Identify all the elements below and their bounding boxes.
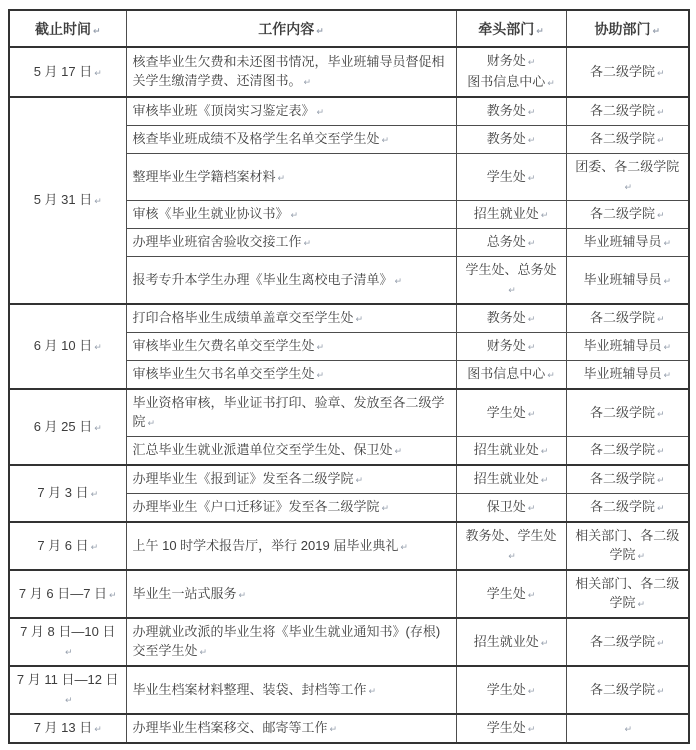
paragraph-mark-icon: ↵	[527, 107, 536, 117]
cell-text: 学生处 ↵	[486, 168, 536, 184]
paragraph-mark-icon: ↵	[316, 370, 325, 380]
cell-text: 毕业班辅导员 ↵	[583, 271, 672, 287]
paragraph-mark-icon: ↵	[508, 285, 516, 295]
column-header-task: 工作内容 ↵	[126, 10, 456, 47]
paragraph-mark-icon: ↵	[316, 342, 325, 352]
cell-text: 财务处 ↵	[486, 53, 536, 68]
content-cell	[126, 47, 456, 97]
cell-text: 各二级学院 ↵	[589, 206, 665, 221]
content-cell	[126, 97, 456, 126]
content-cell	[126, 126, 456, 154]
paragraph-mark-icon: ↵	[637, 599, 646, 609]
paragraph-mark-icon: ↵	[290, 210, 299, 220]
paragraph-mark-icon: ↵	[624, 724, 633, 734]
paragraph-mark-icon: ↵	[94, 196, 102, 206]
content-cell	[126, 465, 456, 494]
paragraph-mark-icon: ↵	[527, 135, 536, 145]
paragraph-mark-icon: ↵	[656, 107, 665, 117]
paragraph-mark-icon: ↵	[527, 342, 536, 352]
paragraph-mark-icon: ↵	[355, 314, 364, 324]
lead-cell	[456, 570, 566, 618]
cell-text: 相关部门、各二级学院 ↵	[575, 576, 680, 610]
paragraph-mark-icon: ↵	[109, 589, 117, 600]
paragraph-mark-icon: ↵	[656, 210, 665, 220]
cell-text: 办理毕业班宿舍验收交接工作 ↵	[132, 234, 312, 249]
paragraph-mark-icon: ↵	[94, 342, 102, 352]
lead-cell	[456, 522, 566, 570]
content-cell	[126, 201, 456, 229]
assist-cell	[566, 714, 689, 743]
cell-text: 各二级学院 ↵	[589, 681, 665, 697]
cell-text: 办理毕业生档案移交、邮寄等工作 ↵	[132, 720, 338, 735]
content-cell	[126, 714, 456, 743]
table-row	[9, 304, 689, 333]
paragraph-mark-icon: ↵	[90, 541, 99, 552]
paragraph-mark-icon: ↵	[540, 446, 549, 456]
paragraph-mark-icon: ↵	[381, 135, 390, 145]
paragraph-mark-icon: ↵	[94, 67, 102, 78]
paragraph-mark-icon: ↵	[527, 724, 536, 734]
cell-text: 上午 10 时学术报告厅，举行 2019 届毕业典礼 ↵	[132, 537, 408, 553]
paragraph-mark-icon: ↵	[277, 172, 286, 183]
cell-text: 核查毕业生欠费和未还图书情况，毕业班辅导员督促相关学生缴清学费、还清图书。 ↵	[132, 54, 445, 88]
paragraph-mark-icon: ↵	[656, 446, 665, 456]
paragraph-mark-icon: ↵	[527, 172, 536, 183]
date-cell	[9, 304, 126, 389]
cell-text: 图书信息中心 ↵	[467, 366, 555, 381]
cell-text: 汇总毕业生就业派遣单位交至学生处、保卫处 ↵	[132, 442, 403, 457]
table-row	[9, 47, 689, 97]
paragraph-mark-icon: ↵	[90, 489, 99, 499]
content-cell	[126, 333, 456, 361]
paragraph-mark-icon: ↵	[508, 551, 516, 561]
date-cell	[9, 618, 126, 666]
cell-text: 学生处 ↵	[486, 720, 536, 735]
paragraph-mark-icon: ↵	[355, 475, 364, 485]
paragraph-mark-icon: ↵	[656, 408, 665, 419]
content-cell	[126, 666, 456, 714]
paragraph-mark-icon: ↵	[394, 275, 403, 286]
content-cell	[126, 570, 456, 618]
cell-text: 核查毕业班成绩不及格学生名单交至学生处 ↵	[132, 131, 390, 146]
cell-text: 审核《毕业生就业协议书》 ↵	[132, 206, 299, 221]
column-header-lead-dept: 牵头部门 ↵	[456, 10, 566, 47]
paragraph-mark-icon: ↵	[540, 637, 549, 648]
date-cell	[9, 465, 126, 522]
cell-text: 各二级学院 ↵	[589, 633, 665, 649]
column-header-assist-dept: 协助部门 ↵	[566, 10, 689, 47]
content-cell	[126, 389, 456, 437]
lead-cell	[456, 229, 566, 257]
cell-text: 各二级学院 ↵	[589, 499, 665, 514]
paragraph-mark-icon: ↵	[329, 724, 338, 734]
paragraph-mark-icon: ↵	[527, 685, 536, 696]
paragraph-mark-icon: ↵	[663, 238, 672, 248]
paragraph-mark-icon: ↵	[547, 78, 555, 88]
content-cell	[126, 229, 456, 257]
table-row	[9, 666, 689, 714]
assist-cell	[566, 97, 689, 126]
cell-text: 审核毕业班《顶岗实习鉴定表》 ↵	[132, 103, 325, 118]
paragraph-mark-icon: ↵	[663, 275, 672, 286]
paragraph-mark-icon: ↵	[540, 210, 549, 220]
content-cell	[126, 304, 456, 333]
cell-text: 学生处、总务处↵	[465, 262, 557, 295]
paragraph-mark-icon: ↵	[652, 25, 661, 36]
lead-cell	[456, 389, 566, 437]
content-cell	[126, 522, 456, 570]
cell-text: 教务处 ↵	[486, 103, 536, 118]
assist-cell	[566, 389, 689, 437]
cell-text: 打印合格毕业生成绩单盖章交至学生处 ↵	[132, 310, 364, 325]
graduation-schedule-table	[8, 9, 690, 744]
assist-cell	[566, 154, 689, 201]
cell-text: 财务处 ↵	[486, 338, 536, 353]
assist-cell	[566, 333, 689, 361]
paragraph-mark-icon: ↵	[316, 107, 325, 117]
table-row	[9, 522, 689, 570]
paragraph-mark-icon: ↵	[527, 589, 536, 600]
cell-text: 总务处 ↵	[486, 234, 536, 249]
paragraph-mark-icon: ↵	[92, 25, 101, 36]
table-row	[9, 465, 689, 494]
assist-cell	[566, 304, 689, 333]
paragraph-mark-icon: ↵	[199, 647, 208, 657]
paragraph-mark-icon: ↵	[656, 637, 665, 648]
paragraph-mark-icon: ↵	[527, 503, 536, 513]
cell-text: 学生处 ↵	[486, 404, 536, 420]
cell-text: 招生就业处 ↵	[473, 471, 549, 486]
cell-text: 各二级学院 ↵	[589, 442, 665, 457]
lead-cell	[456, 97, 566, 126]
cell-text: 毕业班辅导员 ↵	[583, 366, 672, 381]
content-cell	[126, 257, 456, 305]
cell-text: 7 月 6 日 ↵	[37, 537, 99, 553]
lead-cell	[456, 47, 566, 97]
cell-text	[573, 718, 683, 739]
table-row	[9, 714, 689, 743]
content-cell	[126, 154, 456, 201]
cell-text: 教务处、学生处↵	[465, 528, 557, 561]
lead-cell	[456, 304, 566, 333]
assist-cell	[566, 47, 689, 97]
cell-text: 各二级学院 ↵	[589, 63, 665, 79]
paragraph-mark-icon: ↵	[663, 342, 672, 352]
paragraph-mark-icon: ↵	[303, 238, 312, 248]
assist-cell	[566, 257, 689, 305]
date-cell	[9, 666, 126, 714]
assist-cell	[566, 437, 689, 466]
header-row	[9, 10, 689, 47]
paragraph-mark-icon: ↵	[147, 418, 156, 428]
column-header-deadline: 截止时间 ↵	[9, 10, 126, 47]
cell-text: 办理毕业生《报到证》发至各二级学院 ↵	[132, 471, 364, 486]
paragraph-mark-icon: ↵	[316, 25, 324, 36]
cell-text: 7 月 13 日 ↵	[33, 720, 102, 735]
lead-cell	[456, 361, 566, 390]
paragraph-mark-icon: ↵	[656, 314, 665, 324]
assist-cell	[566, 618, 689, 666]
cell-text: 各二级学院 ↵	[589, 131, 665, 146]
date-cell	[9, 570, 126, 618]
paragraph-mark-icon: ↵	[94, 724, 102, 734]
paragraph-mark-icon: ↵	[540, 475, 549, 485]
paragraph-mark-icon: ↵	[527, 314, 536, 324]
paragraph-mark-icon: ↵	[536, 25, 544, 36]
paragraph-mark-icon: ↵	[64, 647, 73, 657]
paragraph-mark-icon: ↵	[64, 695, 73, 705]
cell-text: 各二级学院 ↵	[589, 103, 665, 118]
lead-cell	[456, 465, 566, 494]
cell-text: 教务处 ↵	[486, 310, 536, 325]
paragraph-mark-icon: ↵	[381, 503, 390, 513]
paragraph-mark-icon: ↵	[656, 135, 665, 145]
cell-text: 学生处 ↵	[486, 681, 536, 697]
paragraph-mark-icon: ↵	[656, 475, 665, 485]
table-row	[9, 570, 689, 618]
assist-cell	[566, 465, 689, 494]
cell-text: 办理就业改派的毕业生将《毕业生就业通知书》(存根)交至学生处 ↵	[132, 624, 441, 658]
paragraph-mark-icon: ↵	[238, 589, 247, 600]
cell-text: 报考专升本学生办理《毕业生离校电子清单》 ↵	[132, 271, 403, 287]
cell-text: 办理毕业生《户口迁移证》发至各二级学院 ↵	[132, 499, 390, 514]
lead-cell	[456, 714, 566, 743]
paragraph-mark-icon: ↵	[368, 685, 377, 696]
paragraph-mark-icon: ↵	[656, 67, 665, 78]
paragraph-mark-icon: ↵	[656, 503, 665, 513]
lead-cell	[456, 437, 566, 466]
cell-text: 整理毕业生学籍档案材料 ↵	[132, 168, 286, 184]
paragraph-mark-icon: ↵	[656, 685, 665, 696]
lead-cell	[456, 257, 566, 305]
cell-text: 毕业班辅导员 ↵	[583, 338, 672, 353]
lead-cell	[456, 201, 566, 229]
cell-text: 毕业班辅导员 ↵	[583, 234, 672, 249]
assist-cell	[566, 229, 689, 257]
paragraph-mark-icon: ↵	[527, 238, 536, 248]
cell-text: 图书信息中心 ↵	[467, 74, 555, 89]
paragraph-mark-icon: ↵	[547, 370, 555, 380]
paragraph-mark-icon: ↵	[624, 182, 633, 192]
assist-cell	[566, 361, 689, 390]
lead-cell	[456, 333, 566, 361]
lead-cell	[456, 494, 566, 523]
cell-text: 审核毕业生欠费名单交至学生处 ↵	[132, 338, 325, 353]
content-cell	[126, 361, 456, 390]
date-cell	[9, 714, 126, 743]
cell-text: 毕业生一站式服务 ↵	[132, 585, 247, 601]
date-cell	[9, 47, 126, 97]
lead-cell	[456, 126, 566, 154]
content-cell	[126, 494, 456, 523]
assist-cell	[566, 494, 689, 523]
date-cell	[9, 389, 126, 465]
cell-text: 教务处 ↵	[486, 131, 536, 146]
paragraph-mark-icon: ↵	[394, 446, 403, 456]
cell-text: 学生处 ↵	[486, 585, 536, 601]
cell-text: 招生就业处 ↵	[473, 442, 549, 457]
table-row	[9, 97, 689, 126]
paragraph-mark-icon: ↵	[527, 408, 536, 419]
cell-text: 毕业生档案材料整理、装袋、封档等工作 ↵	[132, 681, 377, 697]
lead-cell	[456, 666, 566, 714]
table-row	[9, 389, 689, 437]
cell-text: 6 月 10 日 ↵	[33, 338, 102, 353]
content-cell	[126, 618, 456, 666]
cell-text: 7 月 6 日—7 日 ↵	[18, 585, 117, 601]
cell-text: 各二级学院 ↵	[589, 404, 665, 420]
paragraph-mark-icon: ↵	[527, 57, 536, 67]
cell-text: 6 月 25 日 ↵	[33, 418, 102, 434]
assist-cell	[566, 201, 689, 229]
date-cell	[9, 97, 126, 304]
cell-text: 7 月 8 日—10 日↵	[20, 624, 116, 657]
content-cell	[126, 437, 456, 466]
cell-text: 5 月 17 日 ↵	[33, 63, 102, 79]
cell-text: 毕业资格审核，毕业证书打印、验章、发放至各二级学院 ↵	[132, 395, 445, 429]
lead-cell	[456, 154, 566, 201]
paragraph-mark-icon: ↵	[663, 370, 672, 380]
paragraph-mark-icon: ↵	[400, 541, 408, 552]
date-cell	[9, 522, 126, 570]
assist-cell	[566, 666, 689, 714]
assist-cell	[566, 570, 689, 618]
cell-text: 7 月 11 日—12 日↵	[16, 672, 119, 705]
paragraph-mark-icon: ↵	[94, 422, 102, 433]
cell-text: 各二级学院 ↵	[589, 471, 665, 486]
assist-cell	[566, 126, 689, 154]
paragraph-mark-icon: ↵	[303, 77, 312, 87]
cell-text: 保卫处 ↵	[486, 499, 536, 514]
cell-text: 招生就业处 ↵	[473, 206, 549, 221]
cell-text: 审核毕业生欠书名单交至学生处 ↵	[132, 366, 325, 381]
cell-text: 招生就业处 ↵	[473, 633, 549, 649]
cell-text: 团委、各二级学院↵	[575, 159, 680, 192]
lead-cell	[456, 618, 566, 666]
table-row	[9, 618, 689, 666]
cell-text: 相关部门、各二级学院 ↵	[575, 528, 680, 562]
cell-text: 7 月 3 日 ↵	[37, 485, 99, 500]
paragraph-mark-icon: ↵	[637, 551, 646, 561]
assist-cell	[566, 522, 689, 570]
cell-text: 各二级学院 ↵	[589, 310, 665, 325]
cell-text: 5 月 31 日 ↵	[33, 192, 102, 207]
